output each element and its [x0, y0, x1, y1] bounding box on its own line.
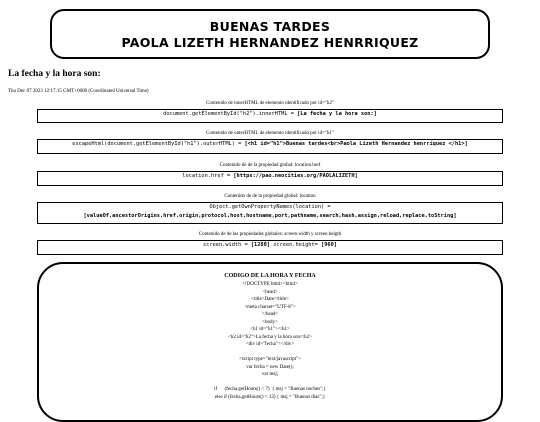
code-line [39, 379, 501, 387]
code-result: [La fecha y la hora son:] [297, 111, 377, 117]
code-result: [https://pao.neocities.org/PAOLALIZETH] [233, 173, 358, 179]
date-value: Thu Dec 07 2023 12:17:15 GMT+0000 (Coordinated Universal Time) [8, 89, 149, 94]
code-line [39, 349, 501, 357]
code-line: var fecha = new Date(); [246, 364, 294, 370]
code-expression-2: screen.height= [270, 242, 322, 248]
code-line: <meta charset="UTF-8"> [244, 304, 296, 310]
section-caption-outerhtml: Contenido de outerHTML de elemento identificado por id="h1" [206, 131, 334, 136]
date-heading: La fecha y la hora son: [8, 69, 101, 79]
code-expression: escapeHtml(document.getElementById("h1").outerHTML) = [72, 141, 245, 147]
greeting-header [50, 9, 490, 59]
code-line: <div id="fecha"></div> [245, 342, 295, 347]
code-result: [<h1 id="h1">Buenas tardes<br>Paola Lizeth Hernandez henrriquez </h1>] [244, 141, 468, 147]
section-caption-location-href: Contenido de de la propiedad global: location.href [219, 163, 321, 168]
source-code-lines [39, 281, 501, 401]
code-line: <h2 id="h2">La fecha y la hora son</h2> [228, 334, 312, 340]
section-box-screen [37, 240, 503, 255]
source-code-title: CODIGO DE LA HORA Y FECHA [224, 273, 316, 279]
section-box-location [37, 202, 503, 224]
code-line: </head> [261, 312, 279, 317]
code-line: <head> [262, 289, 278, 295]
section-box-innerhtml [37, 109, 503, 123]
code-line: else if (fecha.getHours() < 12) { msj = "Buenos días";} [214, 394, 326, 400]
section-caption-location: Contenido de de la propiedad global: location [224, 194, 316, 199]
code-line: <script type="text/javascript"> [239, 357, 301, 362]
source-code-box [37, 262, 503, 422]
code-line: if (fecha.getHours() < 7) { msj = "Buenas noches";} [214, 387, 326, 392]
code-expression: Object.getOwnPropertyNames(location) = [209, 204, 331, 210]
code-expression: document.getElementById("h2").innerHTML = [163, 111, 298, 117]
greeting-line-2: PAOLA LIZETH HERNANDEZ HENRRIQUEZ [121, 35, 419, 50]
code-line: <!DOCTYPE html><html> [242, 282, 298, 287]
code-expression: screen.width = [203, 242, 251, 248]
code-result: [1280] [250, 242, 270, 248]
greeting-line-1: BUENAS TARDES [209, 19, 331, 34]
code-line: var msj; [261, 372, 279, 377]
code-line: <title>Date</title> [251, 297, 289, 302]
code-line: <body> [262, 319, 278, 325]
code-expression: location.href = [182, 173, 234, 179]
section-caption-screen: Contenido de de las propiedades globales: screen.width y screen.heigth [198, 232, 342, 237]
code-line: <h1 id="h1"></h1> [250, 327, 290, 332]
section-box-outerhtml [37, 139, 503, 154]
section-caption-innerhtml: Contenido de innerHTML de elemento identificado por id="h2" [206, 101, 334, 106]
code-result: [valueOf,ancestorOrigins,href,origin,protocol,host,hostname,port,pathname,search,hash,assign,reload,replace,toString] [83, 213, 457, 219]
section-box-location-href [37, 171, 503, 186]
code-result-2: [960] [321, 242, 337, 248]
